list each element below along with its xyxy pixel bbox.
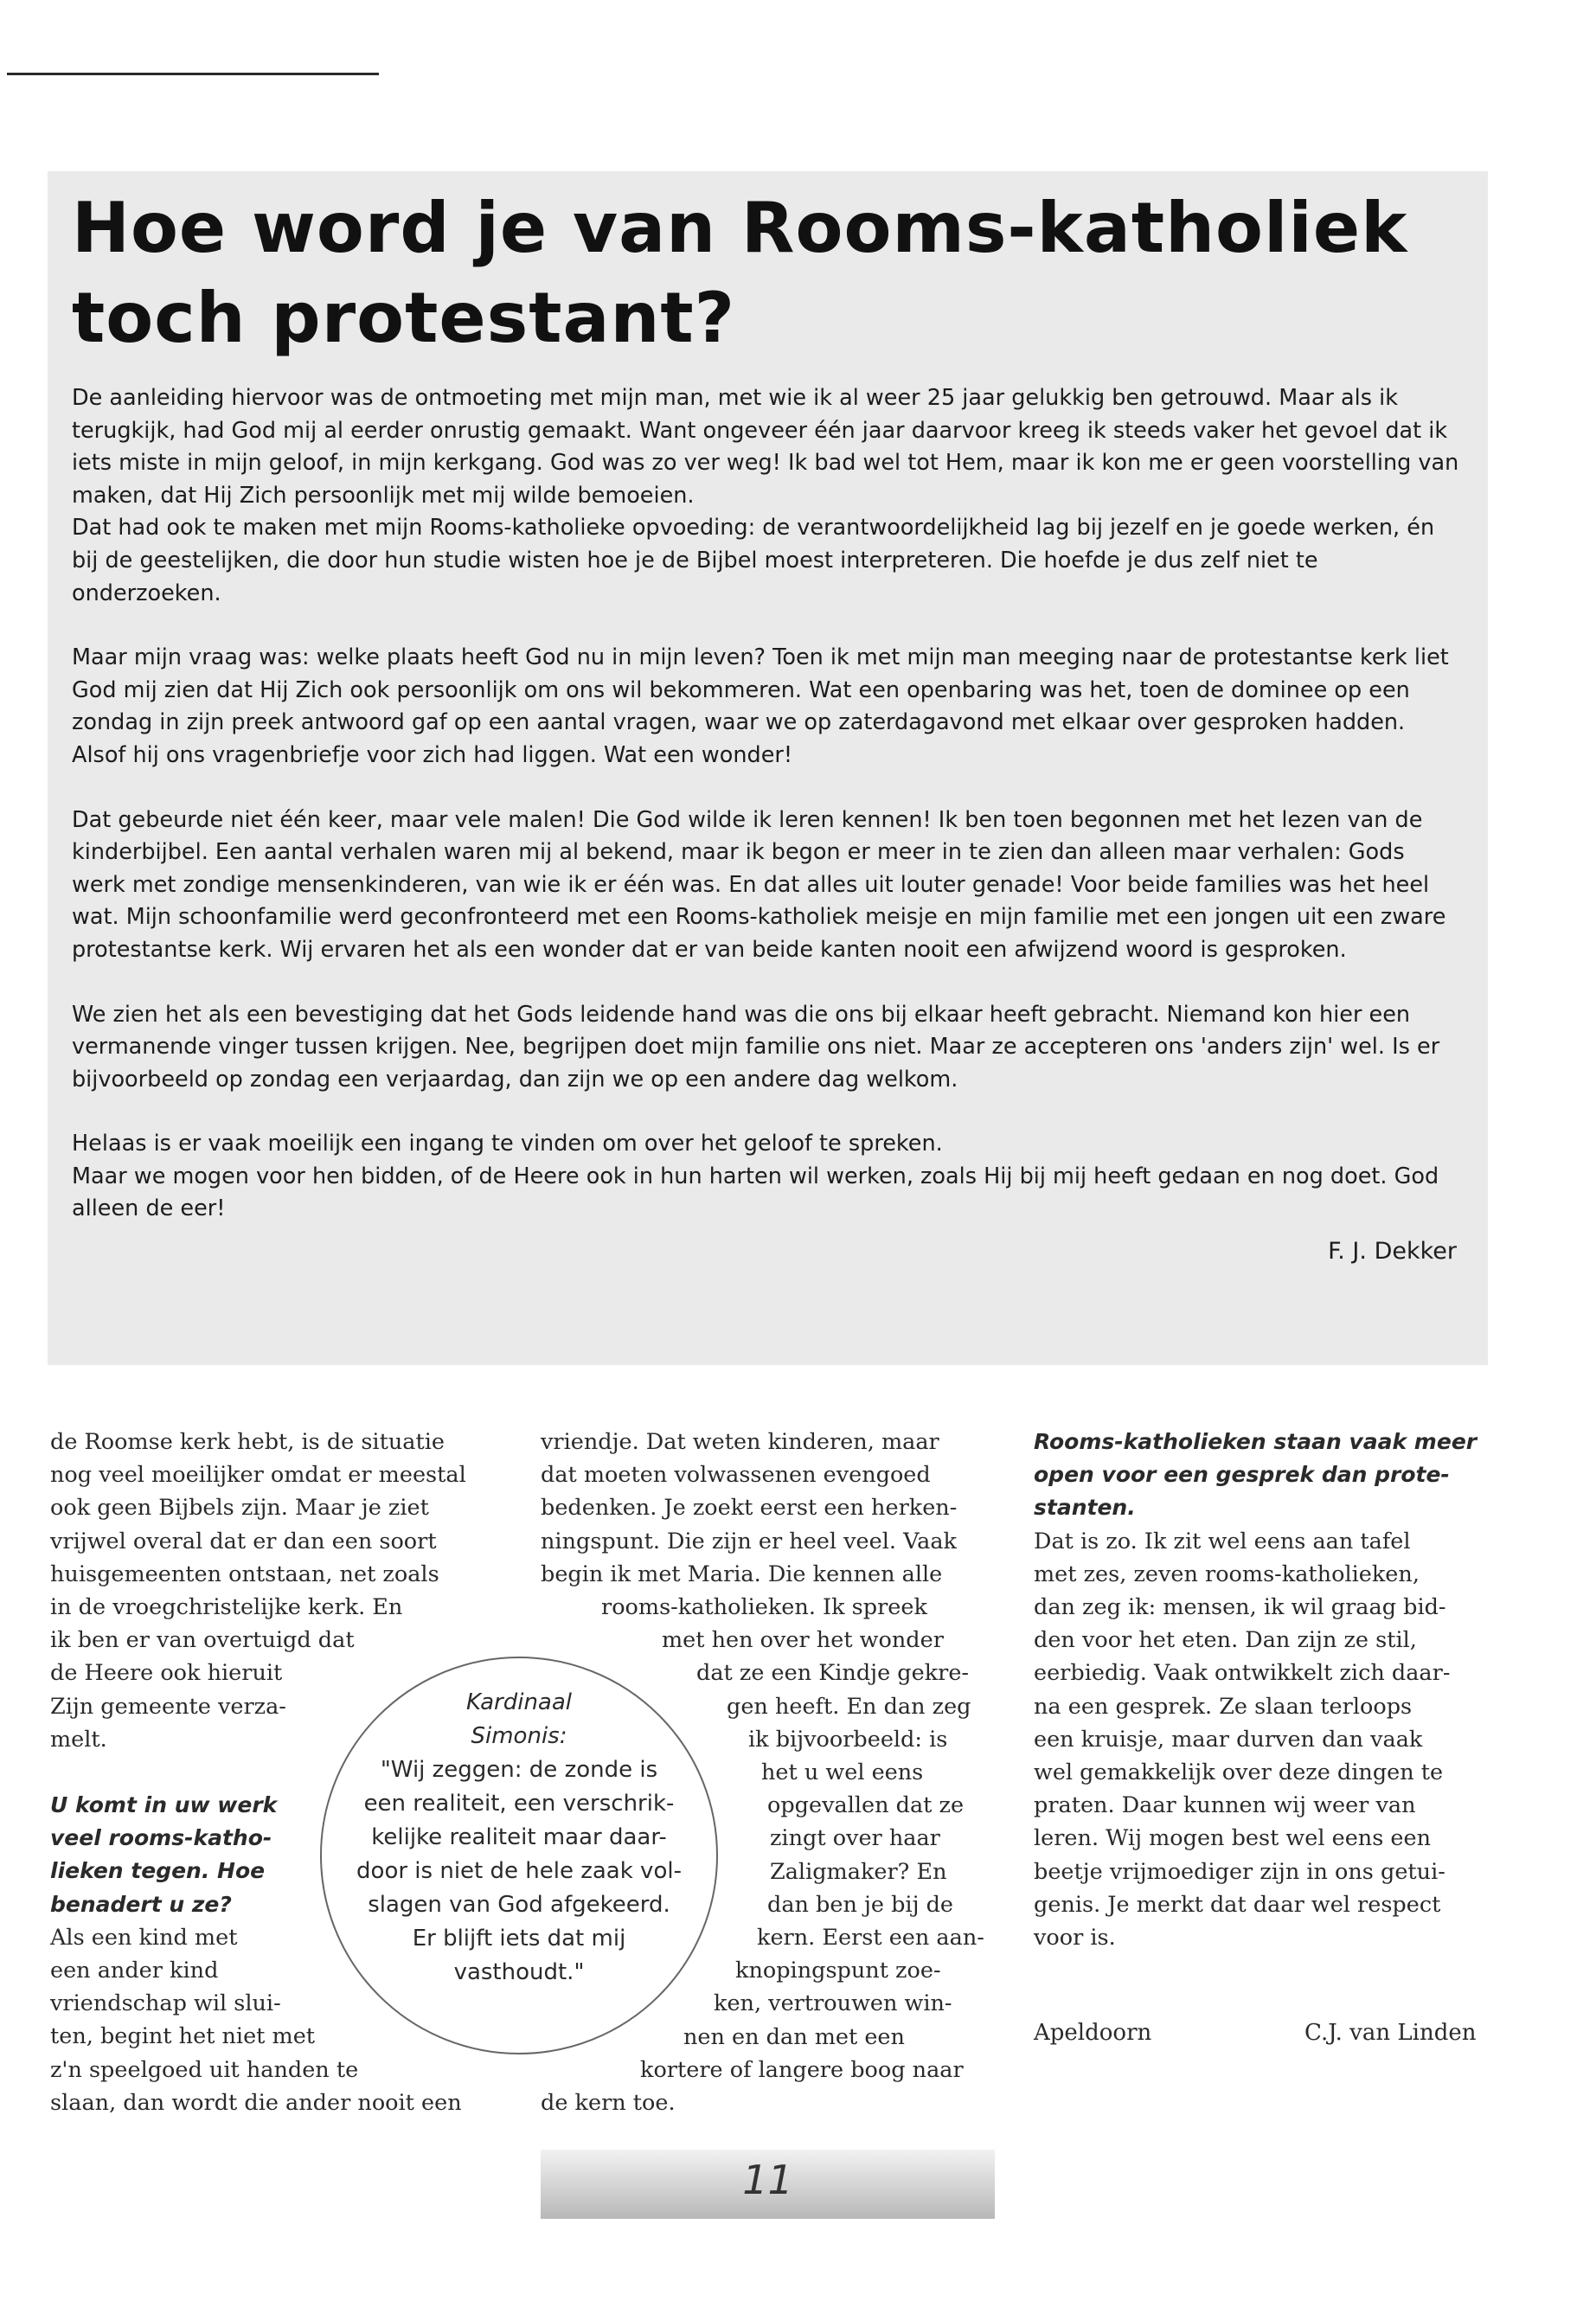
interview-line: Zaligmaker? En — [770, 1858, 947, 1885]
interview-line: vrijwel overal dat er dan een soort — [50, 1528, 437, 1554]
article-paragraph: Maar mijn vraag was: welke plaats heeft God nu in mijn leven? Toen ik met mijn man meeging naar de protestantse kerk liet God mij zien dat Hij Zich ook persoonlijk om ons wil bekommeren. Wat een openbaring was het, toen de dominee op een zondag in zijn preek antwoord gaf op een aantal vragen, waar we op zaterdagavond met elkaar over gesproken hadden. Alsof hij ons vragenbriefje voor zich had liggen. Wat een wonder! — [72, 644, 1449, 768]
interview-line: opgevallen dat ze — [767, 1792, 965, 1819]
interview-line: in de vroegchristelijke kerk. En — [50, 1594, 403, 1621]
article-title: Hoe word je van Rooms-katholiek toch protestant? — [72, 188, 1408, 358]
article-author: F. J. Dekker — [1328, 1238, 1457, 1266]
interview-question: lieken tegen. Hoe — [50, 1858, 266, 1884]
interview-line: nog veel moeilijker omdat er meestal — [50, 1462, 466, 1489]
interview-line: Als een kind met — [50, 1924, 238, 1951]
interview-line: kortere of langere boog naar — [640, 2056, 964, 2083]
article-paragraph: De aanleiding hiervoor was de ontmoeting met mijn man, met wie ik al weer 25 jaar gelukkig ben getrouwd. Maar als ik terugkijk, had God mij al eerder onrustig gemaakt. Want ongeveer één jaar daarvoor kreeg ik steeds vaker het gevoel dat ik iets miste in mijn geloof, in mijn kerkgang. God was zo ver weg! Ik bad wel tot Hem, maar ik kon me er geen voorstelling van maken, dat Hij Zich persoonlijk met mij wilde bemoeien. — [72, 385, 1459, 509]
interview-line: knopingspunt zoe- — [735, 1958, 941, 1984]
interview-line: melt. — [50, 1726, 107, 1753]
interview-question: Rooms-katholieken staan vaak meer — [1034, 1429, 1477, 1454]
pull-quote — [320, 1657, 718, 2054]
interview-place: Apeldoorn — [1034, 2020, 1152, 2046]
interview-line: ken, vertrouwen win- — [714, 1990, 952, 2017]
interview-line: ten, begint het niet met — [50, 2023, 316, 2050]
interview-line: een kruisje, maar durven dan vaak — [1034, 1726, 1423, 1753]
interview-question: U komt in uw werk — [50, 1792, 278, 1818]
pull-quote-line: "Wij zeggen: de zonde is — [380, 1757, 658, 1783]
interview-line: rooms-katholieken. Ik spreek — [601, 1594, 927, 1621]
pull-quote-line: kelijke realiteit maar daar- — [371, 1824, 667, 1850]
interview-line: vriendje. Dat weten kinderen, maar — [541, 1429, 939, 1455]
interview-line: gen heeft. En dan zeg — [727, 1693, 971, 1720]
interview-line: de kern toe. — [541, 2090, 676, 2117]
interview-line: de Roomse kerk hebt, is de situatie — [50, 1429, 445, 1455]
interview-line: den voor het eten. Dan zijn ze stil, — [1034, 1627, 1417, 1654]
interview-line: eerbiedig. Vaak ontwikkelt zich daar- — [1034, 1660, 1451, 1687]
interview-line: vriendschap wil slui- — [50, 1990, 281, 2017]
interview-line: voor is. — [1034, 1925, 1116, 1952]
interview-line: een ander kind — [50, 1958, 219, 1984]
interview-line: met zes, zeven rooms-katholieken, — [1034, 1561, 1420, 1587]
interview-line: huisgemeenten ontstaan, net zoals — [50, 1561, 439, 1587]
interview-question: open voor een gesprek dan prote- — [1034, 1462, 1450, 1488]
interview-line: bedenken. Je zoekt eerst een herken- — [541, 1495, 958, 1522]
interview-line: de Heere ook hieruit — [50, 1660, 283, 1687]
top-rule — [7, 73, 379, 75]
pull-quote-speaker: Simonis: — [471, 1723, 567, 1749]
interview-question: veel rooms-katho- — [50, 1825, 272, 1851]
interview-line: leren. Wij mogen best wel eens een — [1034, 1825, 1431, 1852]
interview-line: zingt over haar — [770, 1825, 940, 1852]
interview-line: begin ik met Maria. Die kennen alle — [541, 1561, 943, 1587]
interview-column-3 — [1034, 1426, 1501, 1954]
interview-line: met hen over het wonder — [662, 1627, 944, 1654]
interview-line: ook geen Bijbels zijn. Maar je ziet — [50, 1495, 429, 1522]
article-paragraph: Helaas is er vaak moeilijk een ingang te vinden om over het geloof te spreken. — [72, 1131, 943, 1157]
article-paragraph: Dat gebeurde niet één keer, maar vele malen! Die God wilde ik leren kennen! Ik ben toen begonnen met het lezen van de kinderbijbel. Een aantal verhalen waren mij al bekend, maar ik begon er meer in te zien dan alleen maar verhalen: Gods werk met zondige mensenkinderen, van wie ik er één was. En dat alles uit louter genade! Voor beide families was het heel wat. Mijn schoonfamilie werd geconfronteerd met een Rooms-katholiek meisje en mijn familie met een jongen uit een zware protestantse kerk. Wij ervaren het als een wonder dat er van beide kanten nooit een afwijzend woord is gesproken. — [72, 806, 1446, 963]
page-footer — [541, 2150, 995, 2219]
interview-line: slaan, dan wordt die ander nooit een — [50, 2089, 462, 2116]
pull-quote-line: Er blijft iets dat mij — [412, 1926, 626, 1952]
interview-line: ik ben er van overtuigd dat — [50, 1627, 355, 1654]
interview-line: genis. Je merkt dat daar wel respect — [1034, 1891, 1441, 1918]
interview-line: praten. Daar kunnen wij weer van — [1034, 1792, 1416, 1819]
interview-line: dat moeten volwassenen evengoed — [541, 1462, 931, 1489]
article-box — [48, 171, 1488, 1365]
pull-quote-speaker: Kardinaal — [465, 1689, 573, 1715]
interview-line: het u wel eens — [761, 1759, 924, 1786]
interview-line: nen en dan met een — [683, 2023, 905, 2050]
pull-quote-line: door is niet de hele zaak vol- — [356, 1858, 682, 1884]
article-paragraph: Maar we mogen voor hen bidden, of de Heere ook in hun harten wil werken, zoals Hij bij mij heeft gedaan en nog doet. God alleen de eer! — [72, 1163, 1439, 1222]
pull-quote-line: een realiteit, een verschrik- — [363, 1791, 675, 1817]
interview-line: dan ben je bij de — [767, 1891, 954, 1918]
interview-line: wel gemakkelijk over deze dingen te — [1034, 1759, 1444, 1786]
interview-line: z'n speelgoed uit handen te — [50, 2056, 359, 2083]
article-body — [72, 382, 1464, 1226]
interview-question: stanten. — [1034, 1495, 1136, 1521]
article-paragraph: We zien het als een bevestiging dat het Gods leidende hand was die ons bij elkaar heeft gebracht. Niemand kon hier een vermanende vinger tussen krijgen. Nee, begrijpen doet mijn familie ons niet. Maar ze accepteren ons 'anders zijn' wel. Is er bijvoorbeeld op zondag een verjaardag, dan zijn we op een andere dag welkom. — [72, 1001, 1440, 1093]
interview-line: ningspunt. Die zijn er heel veel. Vaak — [541, 1528, 958, 1554]
interview-author: C.J. van Linden — [1304, 2020, 1477, 2046]
interview-line: kern. Eerst een aan- — [757, 1925, 984, 1952]
interview-line: Zijn gemeente verza- — [50, 1693, 286, 1720]
interview-line: dan zeg ik: mensen, ik wil graag bid- — [1034, 1594, 1446, 1621]
interview-question: benadert u ze? — [50, 1891, 232, 1917]
interview-line: na een gesprek. Ze slaan terloops — [1034, 1693, 1413, 1720]
interview-line: ik bijvoorbeeld: is — [748, 1726, 948, 1753]
interview-line: Dat is zo. Ik zit wel eens aan tafel — [1034, 1528, 1411, 1554]
page-number: 11 — [742, 2157, 793, 2203]
pull-quote-line: vasthoudt." — [453, 1959, 585, 1985]
pull-quote-line: slagen van God afgekeerd. — [368, 1892, 670, 1918]
interview-line: dat ze een Kindje gekre- — [696, 1660, 970, 1687]
interview-line: beetje vrijmoediger zijn in ons getui- — [1034, 1858, 1445, 1885]
article-paragraph: Dat had ook te maken met mijn Rooms-katholieke opvoeding: de verantwoordelijkheid lag bij jezelf en je goede werken, én bij de geestelijken, die door hun studie wisten hoe je de Bijbel moest interpreteren. Die hoefde je dus zelf niet te onderzoeken. — [72, 515, 1435, 606]
